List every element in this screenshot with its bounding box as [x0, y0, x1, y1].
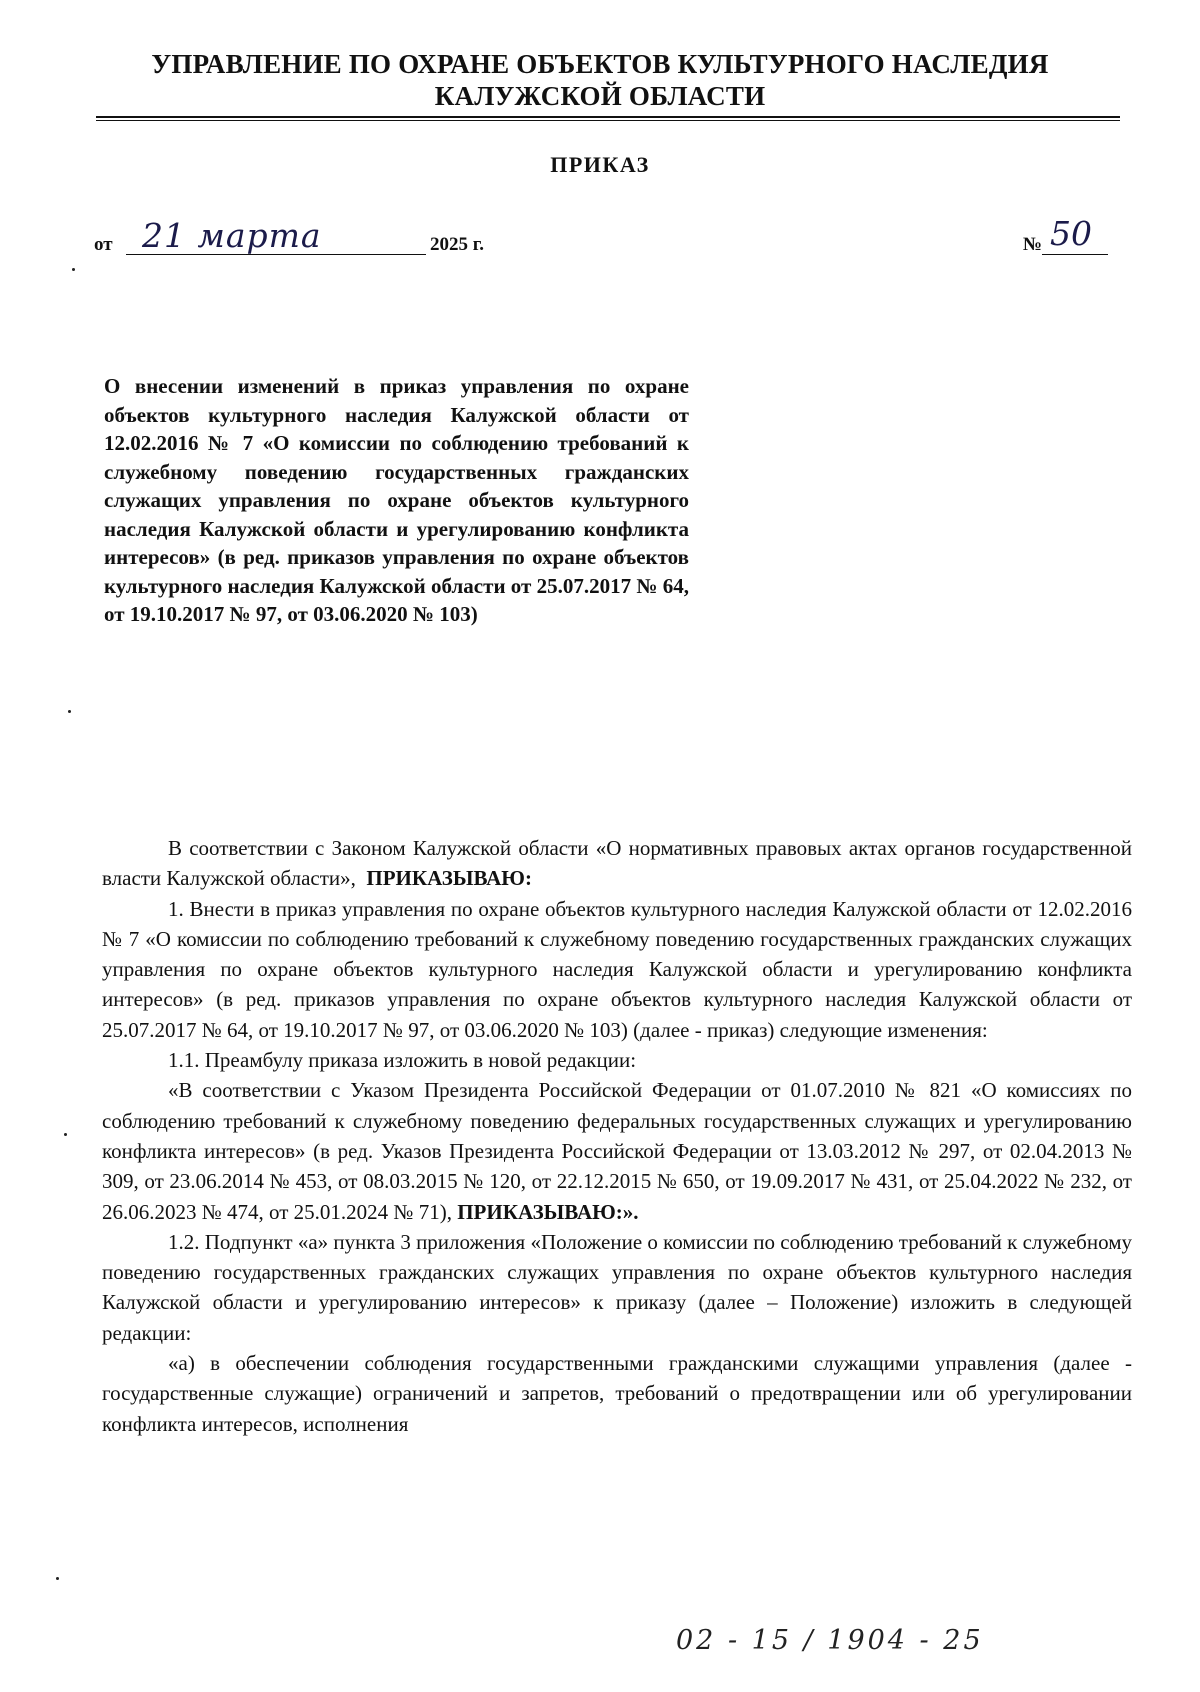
date-prefix: от [94, 234, 113, 255]
paragraph-preamble [102, 833, 1132, 894]
paragraph-new-preamble [102, 1075, 1132, 1226]
new-preamble-text: «В соответствии с Указом Президента Российской Федерации от 01.07.2010 № 821 «О комиссиях по соблюдению требований к служебному поведению федеральных государственных служащих и урегулированию конфликта интересов» (в ред. Указов Президента Российской Федерации от 13.03.2012 № 297, от 02.04.2013 № 309, от 23.06.2014 № 453, от 08.03.2015 № 120, от 22.12.2015 № 650, от 19.09.2017 № 431, от 25.04.2022 № 232, от 26.06.2023 № 474, от 25.01.2024 № 71), [102, 1078, 1132, 1224]
paragraph-item-1: 1. Внести в приказ управления по охране объектов культурного наследия Калужской области от 12.02.2016 № 7 «О комиссии по соблюдению требований к служебному поведению государственных гражданских служащих управления по охране объектов культурного наследия Калужской области и урегулированию конфликта интересов» (в ред. приказов управления по охране объектов культурного наследия Калужской области от 25.07.2017 № 64, от 19.10.2017 № 97, от 03.06.2020 № 103) (далее - приказ) следующие изменения: [102, 896, 1132, 1042]
date-year: 2025 г. [430, 234, 484, 255]
date-number-line [88, 214, 1130, 266]
document-type-title: ПРИКАЗ [550, 152, 650, 177]
handwritten-registration-mark: 02 - 15 / 1904 - 25 [676, 1625, 984, 1656]
handwritten-number: 50 [1050, 214, 1092, 253]
organization-name-line-2: КАЛУЖСКОЙ ОБЛАСТИ [434, 81, 766, 111]
scan-speck [68, 710, 71, 713]
paragraph-subitem-a: «а) в обеспечении соблюдения государственными гражданскими служащими управления (далее - государственные служащие) ограничений и запретов, требований о предотвращении или об урегулировании конфликта интересов, исполнения [102, 1351, 1132, 1436]
number-prefix: № [1022, 234, 1042, 255]
date-field [126, 216, 426, 255]
order-keyword: ПРИКАЗЫВАЮ: [366, 866, 532, 891]
scan-speck [64, 1133, 67, 1136]
order-subject: О внесении изменений в приказ управления по охране объектов культурного наследия Калужской области от 12.02.2016 № 7 «О комиссии по соблюдению требований к служебному поведению государственных гражданских служащих управления по охране объектов культурного наследия Калужской области и урегулированию конфликта интересов» (в ред. приказов управления по охране объектов культурного наследия Калужской области от 25.07.2017 № 64, от 19.10.2017 № 97, от 03.06.2020 № 103) [104, 374, 689, 626]
new-preamble-keyword: ПРИКАЗЫВАЮ:». [457, 1199, 639, 1224]
order-body [102, 833, 1132, 1439]
scan-speck [56, 1577, 59, 1580]
paragraph-item-1-2: 1.2. Подпункт «а» пункта 3 приложения «Положение о комиссии по соблюдению требований к служебному поведению государственных гражданских служащих управления по охране объектов культурного наследия Калужской области и урегулированию интересов» к приказу (далее – Положение) изложить в следующей редакции: [102, 1229, 1132, 1345]
paragraph-item-1-1: 1.1. Преамбулу приказа изложить в новой редакции: [168, 1048, 637, 1073]
scan-speck [72, 268, 75, 271]
preamble-text: В соответствии с Законом Калужской области «О нормативных правовых актах органов государственной власти Калужской области», [102, 836, 1132, 891]
organization-name-line-1: УПРАВЛЕНИЕ ПО ОХРАНЕ ОБЪЕКТОВ КУЛЬТУРНОГО НАСЛЕДИЯ [151, 49, 1049, 79]
number-field [1042, 214, 1108, 255]
handwritten-date: 21 марта [142, 216, 322, 255]
header-rule [96, 116, 1120, 118]
header-rule-thin [96, 120, 1120, 121]
